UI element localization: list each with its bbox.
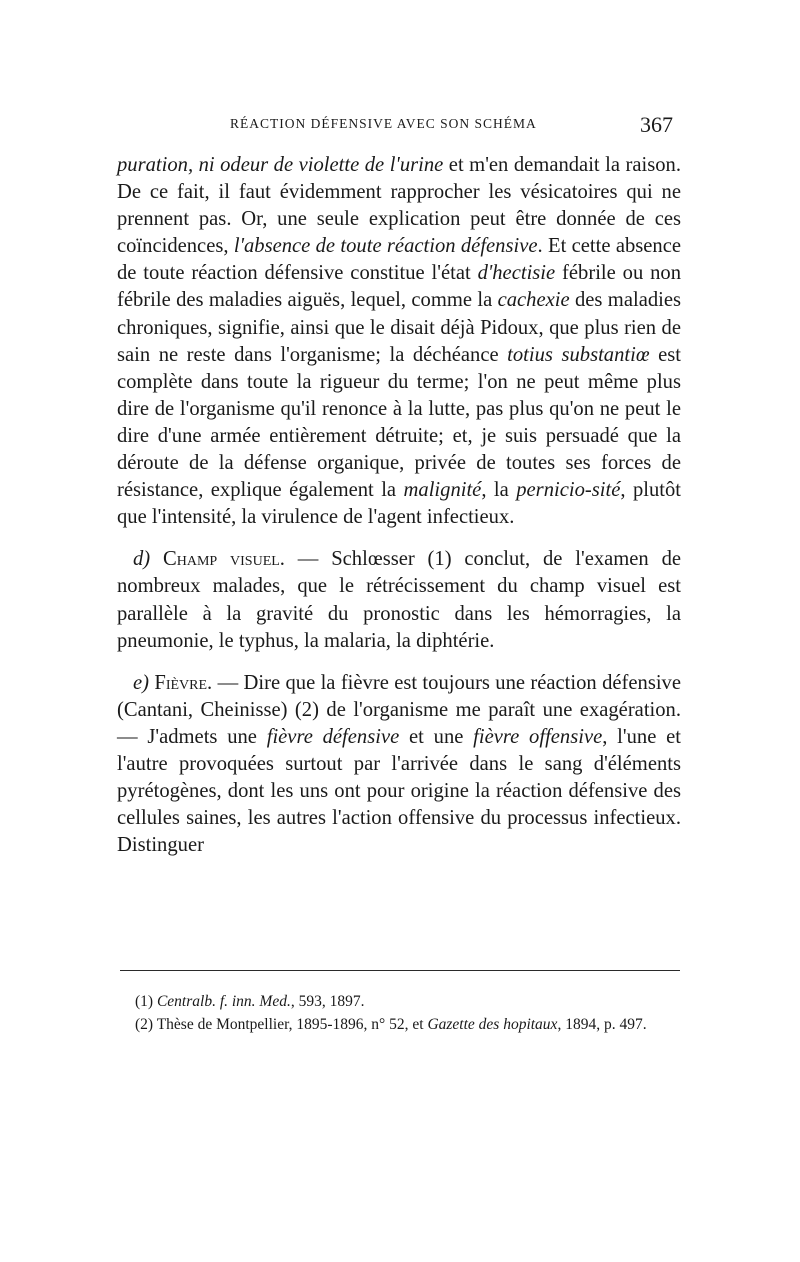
text-span: et une — [399, 725, 474, 748]
paragraph-fievre — [117, 670, 681, 860]
page-number: 367 — [640, 112, 673, 137]
section-heading: Champ visuel. — [163, 548, 285, 571]
section-label: d) — [133, 548, 151, 571]
footnote-text: , 1894, p. 497. — [557, 1016, 647, 1033]
italic-phrase: fièvre offensive — [473, 725, 603, 748]
footnote-1 — [117, 990, 681, 1013]
footnote-text: Thèse de Montpellier, 1895-1896, n° 52, et — [156, 1016, 428, 1033]
footnote-text: , 593, 1897. — [290, 993, 365, 1010]
section-heading: Fièvre. — [154, 671, 213, 694]
body-text — [117, 152, 681, 859]
footnote-journal: Centralb. f. inn. Med. — [156, 993, 291, 1010]
italic-phrase: pernicio-sité — [516, 479, 621, 502]
footnote-number: (2) — [135, 1016, 154, 1033]
italic-phrase: d'hectisie — [477, 262, 556, 285]
italic-phrase: l'absence de toute réaction défensive — [233, 235, 538, 258]
running-title: RÉACTION DÉFENSIVE AVEC SON SCHÉMA — [230, 116, 537, 131]
footnote-2 — [117, 1013, 681, 1036]
italic-phrase: cachexie — [497, 289, 570, 312]
paragraph-continuation — [117, 152, 681, 531]
italic-phrase: totius substantiœ — [507, 343, 650, 366]
text-span: , l'une et l'autre provoquées surtout par l'arrivée dans le sang d'éléments pyrétogènes, dont les uns ont pour origine la réaction défensive des cellules saines, les autres l'action offensive du processus infectieux. Distinguer — [117, 725, 681, 857]
text-span: . Et cette absence de toute réaction défensive constitue l'état — [117, 235, 681, 285]
text-span: est complète dans toute la rigueur du terme; l'on ne peut même plus dire de l'organisme qu'il renonce à la lutte, pas plus qu'on ne peut le dire d'une armée entièrement détruite; et, je suis persuadé que la déroute de la défense organique, privée de toutes ses forces de résistance, explique également la — [117, 343, 682, 502]
text-span: fébrile ou non fébrile des maladies aiguës, lequel, comme la — [117, 262, 681, 312]
text-span: , la — [481, 479, 517, 502]
text-span: , plutôt que l'intensité, la virulence de l'agent infectieux. — [117, 479, 681, 529]
text-span: et m'en demandait la raison. De ce fait, il faut évidemment rapprocher les vésicatoires qui ne prennent pas. Or, une seule explication peut être donnée de ces coïncidences, — [117, 154, 681, 258]
italic-phrase: puration, ni odeur de violette de l'urine — [117, 154, 444, 176]
footnote-journal: Gazette des hopitaux — [427, 1016, 558, 1033]
footnotes — [117, 990, 681, 1036]
italic-phrase: fièvre défensive — [266, 725, 400, 748]
paragraph-champ-visuel — [117, 546, 681, 654]
text-span: — Dire que la fièvre est toujours une réaction défensive (Cantani, Cheinisse) (2) de l'organisme me paraît une exagération. — J'admets une — [117, 671, 681, 748]
text-span: — Schlœsser (1) conclut, de l'examen de nombreux malades, que le rétrécissement du champ visuel est parallèle à la gravité du pronostic dans les hémorragies, la pneumonie, le typhus, la malaria, la diphtérie. — [117, 548, 682, 652]
footnote-number: (1) — [135, 993, 154, 1010]
italic-phrase: malignité — [403, 479, 482, 502]
footnote-divider — [120, 970, 680, 971]
section-label: e) — [133, 671, 149, 694]
text-span: des maladies chroniques, signifie, ainsi que le disait déjà Pidoux, que plus rien de sain ne reste dans l'organisme; la déchéance — [117, 289, 682, 366]
